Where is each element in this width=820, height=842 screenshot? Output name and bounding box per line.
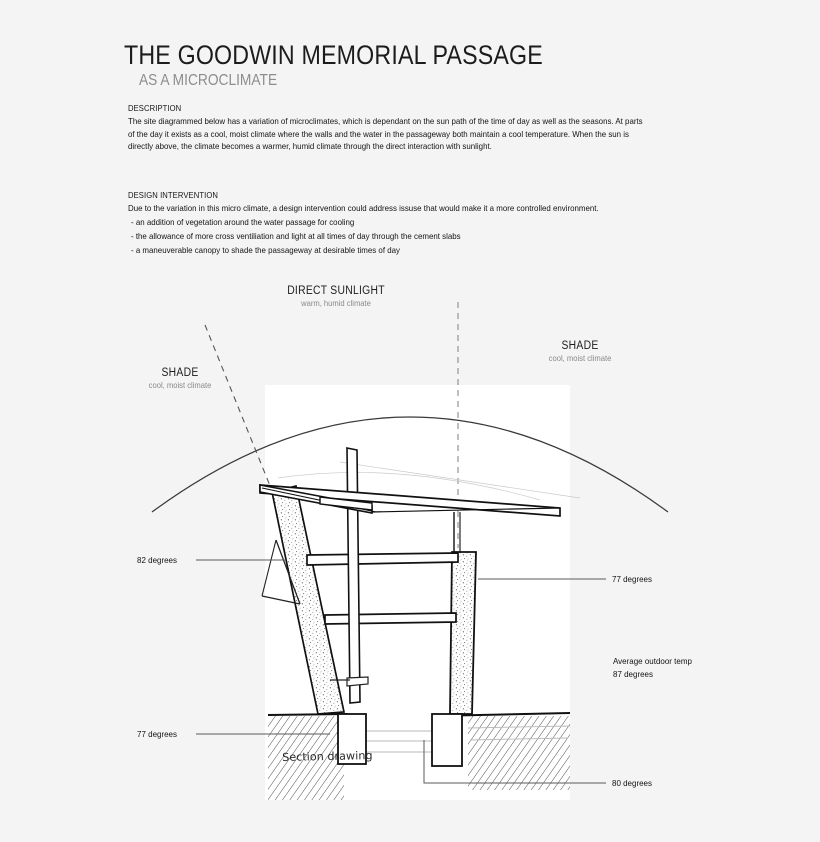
- annotation-shade-left: [116, 367, 244, 390]
- section-drawing-caption: Section drawing: [281, 749, 373, 764]
- annotation-title: DIRECT SUNLIGHT: [287, 285, 385, 297]
- annotation-direct-sunlight: [266, 285, 406, 308]
- intervention-heading: DESIGN INTERVENTION: [128, 190, 218, 200]
- intervention-body: Due to the variation in this micro climate, a design intervention could address issuse that would make it a more controlled environment.: [128, 203, 599, 213]
- callout-footing-right: 80 degrees: [612, 778, 653, 788]
- right-footing: [432, 714, 462, 766]
- page-subtitle: AS A MICROCLIMATE: [139, 72, 278, 89]
- callout-wall-right-upper: 77 degrees: [612, 574, 653, 584]
- description-body: The site diagrammed below has a variation of microclimates, which is dependant on the sun path of the time of day as well as the seasons. At parts of the day it exists as a cool, moist climate where the walls and the water in the passageway both maintain a cool temperature. When the sun is directly above, the climate becomes a warmer, humid climate through the direct interaction with sunlight.: [128, 116, 643, 152]
- callout-ground-left: 77 degrees: [137, 729, 178, 739]
- description-heading: DESCRIPTION: [128, 103, 182, 113]
- annotation-subtitle: cool, moist climate: [148, 381, 212, 390]
- average-outdoor-temp: [613, 655, 692, 680]
- right-vertical-wall: [450, 552, 476, 714]
- callout-wall-left-upper: 82 degrees: [137, 555, 178, 565]
- list-item: - the allowance of more cross ventiliation and light at all times of day through the cement slabs: [131, 231, 461, 241]
- average-outdoor-temp-label: Average outdoor temp: [613, 656, 692, 666]
- annotation-shade-right: [516, 340, 644, 363]
- annotation-title: SHADE: [561, 340, 599, 352]
- annotation-subtitle: cool, moist climate: [548, 354, 612, 363]
- list-item: - an addition of vegetation around the water passage for cooling: [131, 217, 355, 227]
- average-outdoor-temp-value: 87 degrees: [613, 668, 654, 679]
- annotation-title: SHADE: [161, 367, 199, 379]
- page-title: THE GOODWIN MEMORIAL PASSAGE: [124, 40, 543, 70]
- annotation-subtitle: warm, humid climate: [301, 299, 371, 308]
- list-item: - a maneuverable canopy to shade the passageway at desirable times of day: [131, 245, 400, 255]
